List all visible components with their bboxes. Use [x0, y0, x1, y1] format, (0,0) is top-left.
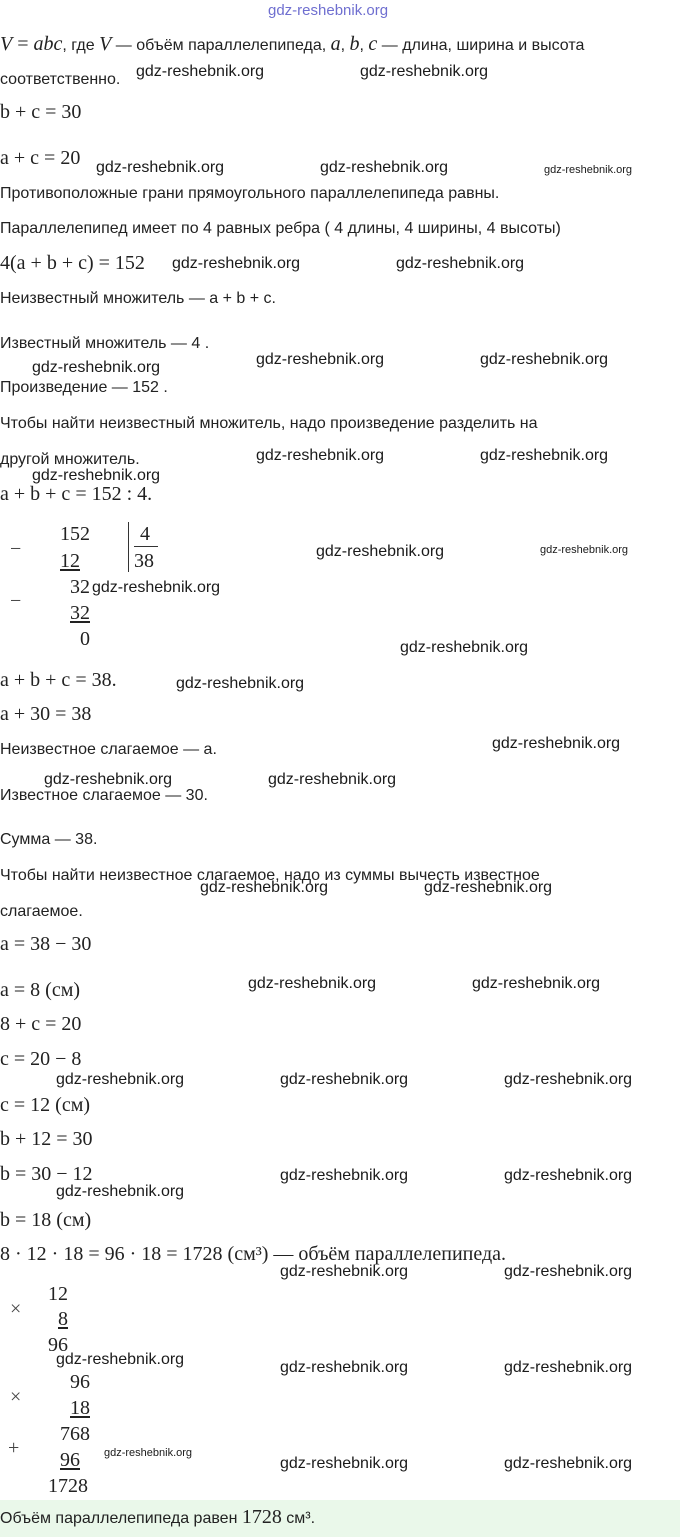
watermark: gdz-reshebnik.org	[104, 1447, 193, 1459]
watermark: gdz-reshebnik.org	[280, 1359, 409, 1376]
watermark: gdz-reshebnik.org	[504, 1071, 633, 1088]
watermark: gdz-reshebnik.org	[256, 351, 385, 368]
line-equation: b = 18 (см)	[0, 1209, 92, 1231]
watermark: gdz-reshebnik.org	[280, 1263, 409, 1280]
watermark: gdz-reshebnik.org	[504, 1167, 633, 1184]
watermark: gdz-reshebnik.org	[396, 255, 525, 272]
watermark: gdz-reshebnik.org	[96, 159, 225, 176]
line-text: соответственно.	[0, 71, 121, 88]
watermark: gdz-reshebnik.org	[320, 159, 449, 176]
division-remainder: 32	[70, 576, 90, 598]
line-formula-volume: V = abc, где V — объём параллелепипеда, a, b, c — длина, ширина и высота	[0, 33, 585, 55]
line-equation: a + c = 20	[0, 147, 81, 169]
line-equation: b + 12 = 30	[0, 1128, 93, 1150]
watermark: gdz-reshebnik.org	[280, 1455, 409, 1472]
factor: 18	[70, 1397, 90, 1419]
watermark: gdz-reshebnik.org	[92, 579, 221, 596]
line-text: Противоположные грани прямоугольного параллелепипеда равны.	[0, 185, 500, 202]
multiply-sign: ×	[10, 1298, 22, 1320]
watermark: gdz-reshebnik.org	[44, 771, 173, 788]
line-equation: 8 + c = 20	[0, 1013, 82, 1035]
watermark: gdz-reshebnik.org	[480, 447, 609, 464]
line-equation: a + 30 = 38	[0, 703, 92, 725]
watermark: gdz-reshebnik.org	[360, 63, 489, 80]
product: 1728	[48, 1475, 88, 1497]
watermark: gdz-reshebnik.org	[472, 975, 601, 992]
divisor: 4	[140, 523, 150, 545]
line-equation: a + b + c = 38.	[0, 669, 117, 691]
watermark: gdz-reshebnik.org	[316, 543, 445, 560]
division-line	[134, 546, 158, 547]
watermark: gdz-reshebnik.org	[200, 879, 329, 896]
watermark: gdz-reshebnik.org	[540, 544, 629, 556]
watermark: gdz-reshebnik.org	[504, 1455, 633, 1472]
line-text: Неизвестный множитель — a + b + c.	[0, 290, 276, 307]
watermark: gdz-reshebnik.org	[32, 359, 161, 376]
watermark: gdz-reshebnik.org	[280, 1071, 409, 1088]
watermark: gdz-reshebnik.org	[480, 351, 609, 368]
plus-sign: +	[8, 1437, 20, 1459]
partial-product: 96	[60, 1449, 80, 1471]
watermark: gdz-reshebnik.org	[504, 1359, 633, 1376]
multiply-sign: ×	[10, 1386, 22, 1408]
line-text: Известный множитель — 4 .	[0, 335, 210, 352]
line-equation: a = 8 (см)	[0, 979, 81, 1001]
line-equation: 8 · 12 · 18 = 96 · 18 = 1728 (см³) — объём параллелепипеда.	[0, 1243, 507, 1265]
division-minus-sign: −	[10, 538, 22, 560]
watermark: gdz-reshebnik.org	[32, 467, 161, 484]
dividend: 152	[60, 523, 90, 545]
line-text: другой множитель.	[0, 451, 140, 468]
watermark: gdz-reshebnik.org	[492, 735, 621, 752]
watermark: gdz-reshebnik.org	[248, 975, 377, 992]
partial-product: 768	[60, 1423, 90, 1445]
watermark: gdz-reshebnik.org	[424, 879, 553, 896]
line-text: Чтобы найти неизвестное слагаемое, надо из суммы вычесть известное	[0, 867, 540, 884]
line-equation: c = 12 (см)	[0, 1094, 91, 1116]
line-equation: 4(a + b + c) = 152	[0, 252, 145, 274]
line-equation: b + c = 30	[0, 101, 82, 123]
line-text: Произведение — 152 .	[0, 379, 168, 396]
line-text: Сумма — 38.	[0, 831, 98, 848]
line-text: Неизвестное слагаемое — a.	[0, 741, 217, 758]
division-bar	[128, 522, 129, 572]
watermark: gdz-reshebnik.org	[400, 639, 529, 656]
watermark: gdz-reshebnik.org	[504, 1263, 633, 1280]
line-text: Чтобы найти неизвестный множитель, надо произведение разделить на	[0, 415, 538, 432]
line-equation: c = 20 − 8	[0, 1048, 82, 1070]
watermark: gdz-reshebnik.org	[256, 447, 385, 464]
line-text: Параллелепипед имеет по 4 равных ребра ( 4 длины, 4 ширины, 4 высоты)	[0, 220, 561, 237]
watermark: gdz-reshebnik.org	[56, 1071, 185, 1088]
quotient: 38	[134, 550, 154, 572]
watermark: gdz-reshebnik.org	[56, 1183, 185, 1200]
division-step: 32	[70, 602, 90, 624]
division-minus-sign: −	[10, 590, 22, 612]
factor: 12	[48, 1283, 68, 1305]
division-step: 12	[60, 550, 80, 572]
watermark: gdz-reshebnik.org	[56, 1351, 185, 1368]
product: 96	[48, 1334, 68, 1356]
line-equation: b = 30 − 12	[0, 1163, 93, 1185]
watermark: gdz-reshebnik.org	[172, 255, 301, 272]
line-equation: a = 38 − 30	[0, 933, 92, 955]
site-header-link[interactable]: gdz-reshebnik.org	[268, 2, 389, 19]
factor: 8	[58, 1308, 68, 1330]
watermark: gdz-reshebnik.org	[268, 771, 397, 788]
division-remainder: 0	[80, 628, 90, 650]
watermark: gdz-reshebnik.org	[176, 675, 305, 692]
line-text: слагаемое.	[0, 903, 83, 920]
watermark: gdz-reshebnik.org	[280, 1167, 409, 1184]
watermark: gdz-reshebnik.org	[136, 63, 265, 80]
watermark: gdz-reshebnik.org	[544, 164, 633, 176]
answer-text: Объём параллелепипеда равен 1728 см³.	[0, 1506, 316, 1528]
line-text: Известное слагаемое — 30.	[0, 787, 208, 804]
line-equation: a + b + c = 152 : 4.	[0, 483, 153, 505]
factor: 96	[70, 1371, 90, 1393]
